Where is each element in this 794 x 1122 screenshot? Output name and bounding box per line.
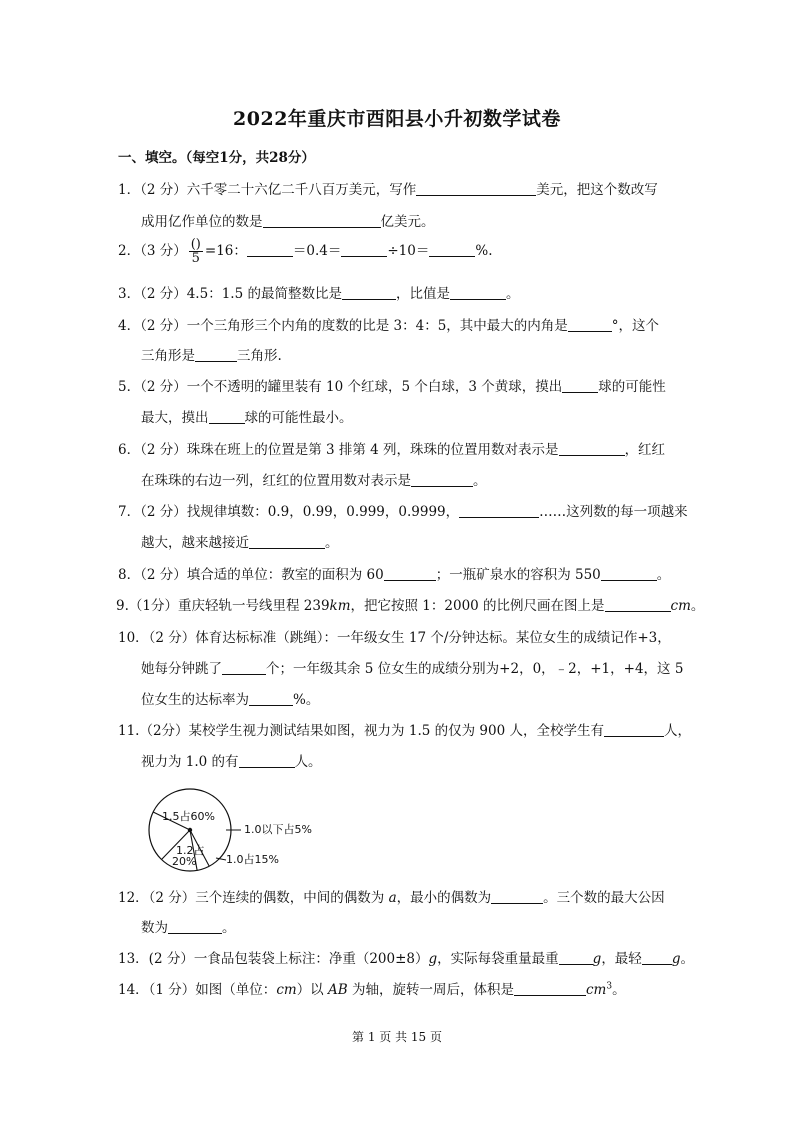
answer-blank[interactable] <box>514 982 586 996</box>
pie-center <box>188 828 192 832</box>
answer-blank[interactable] <box>450 286 506 300</box>
answer-blank[interactable] <box>642 951 672 965</box>
answer-blank[interactable] <box>209 410 245 424</box>
question-5-line-2: 最大，摸出 球的可能性最小。 <box>141 410 353 426</box>
answer-blank[interactable] <box>247 243 293 257</box>
vision-pie-chart <box>148 780 348 885</box>
page-title: 2022年重庆市酉阳县小升初数学试卷 <box>233 108 561 130</box>
answer-blank[interactable] <box>459 504 539 518</box>
answer-blank[interactable] <box>195 348 237 362</box>
question-1-line-2: 成用亿作单位的数是 亿美元。 <box>141 214 435 230</box>
question-2: 2．（3 分） $\frac{()}{5}$ =16： ＝0.4＝ ÷10＝ %. <box>118 237 493 266</box>
question-13: 13．(2 分）一食品包装袋上标注：净重（200±8）g，实际每袋重量最重 g，最轻 g。 <box>118 951 694 967</box>
question-7-line-2: 越大，越来越接近 。 <box>141 535 339 551</box>
pie-label: 1.0占15% <box>226 853 279 866</box>
answer-blank[interactable] <box>249 692 293 706</box>
answer-blank[interactable] <box>168 920 222 934</box>
answer-blank[interactable] <box>263 214 381 228</box>
answer-blank[interactable] <box>559 442 625 456</box>
answer-blank[interactable] <box>411 473 473 487</box>
answer-blank[interactable] <box>562 379 598 393</box>
question-12-line-1: 12．（2 分）三个连续的偶数，中间的偶数为 a，最小的偶数为 。三个数的最大公因 <box>118 890 665 906</box>
question-10-line-2: 她每分钟跳了 个；一年级其余 5 位女生的成绩分别为+2，0，﹣2，+1，+4，这 5 <box>141 661 684 677</box>
question-3: 3．（2 分）4.5：1.5 的最简整数比是 ，比值是 。 <box>118 286 520 302</box>
answer-blank[interactable] <box>604 723 664 737</box>
answer-blank[interactable] <box>249 535 325 549</box>
question-8: 8．（2 分）填合适的单位：教室的面积为 60 ；一瓶矿泉水的容积为 550 。 <box>118 567 671 583</box>
question-11-line-1: 11.（2分）某校学生视力测试结果如图，视力为 1.5 的仅为 900 人，全校学生有 人， <box>118 723 691 739</box>
page-footer: 第 1 页 共 15 页 <box>352 1030 442 1044</box>
answer-blank[interactable] <box>605 598 671 612</box>
answer-blank[interactable] <box>239 754 295 768</box>
pie-label: 1.0以下占5% <box>244 823 312 836</box>
answer-blank[interactable] <box>341 243 387 257</box>
answer-blank[interactable] <box>222 661 266 675</box>
fraction: $\frac{()}{5}$ <box>190 237 201 266</box>
answer-blank[interactable] <box>601 567 657 581</box>
question-5-line-1: 5．（2 分）一个不透明的罐里装有 10 个红球，5 个白球，3 个黄球，摸出 球的可能性 <box>118 379 666 395</box>
question-6-line-1: 6．（2 分）珠珠在班上的位置是第 3 排第 4 列，珠珠的位置用数对表示是 ，红红 <box>118 442 666 458</box>
question-7-line-1: 7．（2 分）找规律填数：0.9，0.99，0.999，0.9999， ……这列数的每一项越来 <box>118 504 688 520</box>
question-11-line-2: 视力为 1.0 的有 人。 <box>141 754 322 770</box>
question-4-line-2: 三角形是 三角形. <box>141 348 282 364</box>
question-12-line-2: 数为 。 <box>141 920 236 936</box>
answer-blank[interactable] <box>384 567 436 581</box>
question-6-line-2: 在珠珠的右边一列，红红的位置用数对表示是 。 <box>141 473 487 489</box>
question-4-line-1: 4．（2 分）一个三角形三个内角的度数的比是 3：4：5，其中最大的内角是 °，这个 <box>118 318 660 334</box>
answer-blank[interactable] <box>342 286 396 300</box>
answer-blank[interactable] <box>429 243 475 257</box>
question-9: 9.（1分）重庆轻轨一号线里程 239km，把它按照 1：2000 的比例尺画在图上是 cm。 <box>116 598 705 614</box>
question-14: 14．（1 分）如图（单位：cm）以 AB 为轴，旋转一周后，体积是 $cm^3$。 <box>118 981 626 998</box>
answer-blank[interactable] <box>416 182 536 196</box>
question-1-line-1: 1．（2 分）六千零二十六亿二千八百万美元，写作 美元，把这个数改写 <box>118 182 658 198</box>
answer-blank[interactable] <box>568 318 612 332</box>
pie-label: 1.5占60% <box>162 810 215 823</box>
pie-label: 1.2占 20% <box>172 844 205 868</box>
question-10-line-3: 位女生的达标率为 %。 <box>141 692 320 708</box>
answer-blank[interactable] <box>491 890 543 904</box>
answer-blank[interactable] <box>559 951 593 965</box>
section-heading: 一、填空。（每空1分，共28分） <box>118 150 315 166</box>
question-10-line-1: 10．（2 分）体育达标标准（跳绳）：一年级女生 17 个/分钟达标。某位女生的成绩记作+3， <box>118 630 671 646</box>
